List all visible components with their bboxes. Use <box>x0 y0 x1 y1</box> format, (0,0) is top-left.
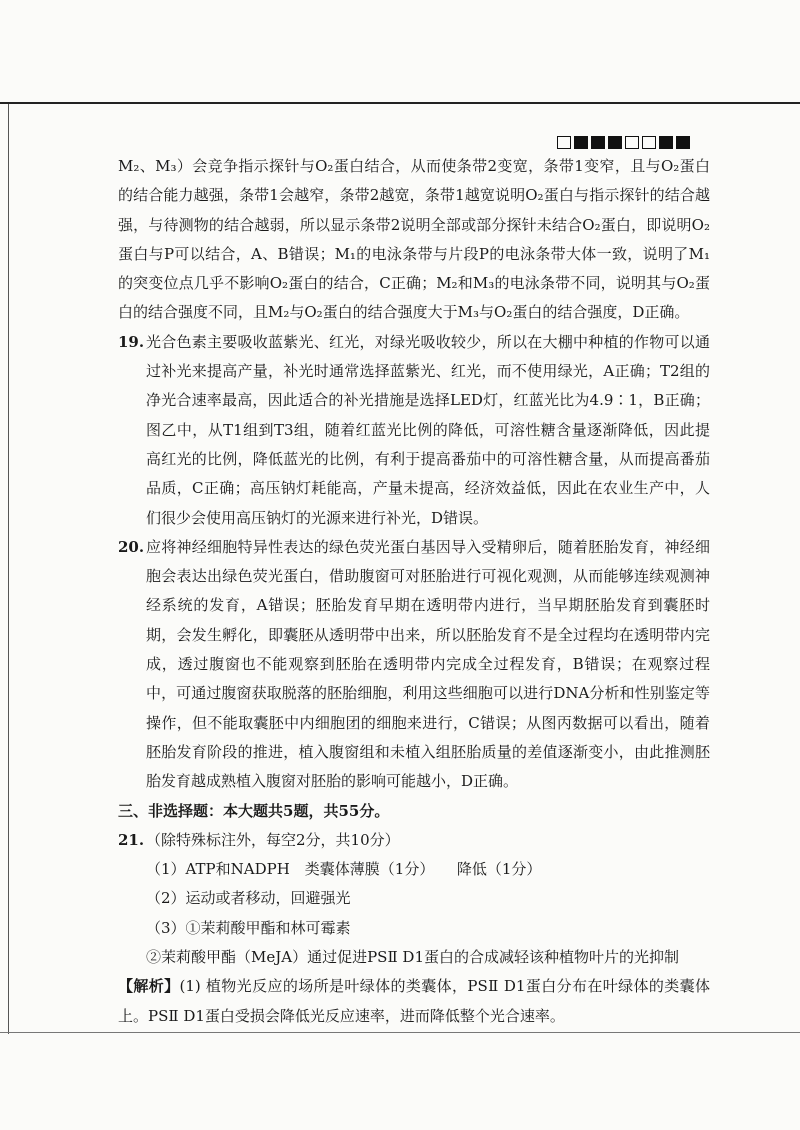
question-19-text: 光合色素主要吸收蓝紫光、红光，对绿光吸收较少，所以在大棚中种植的作物可以通过补光来提高产量，补光时通常选择蓝紫光、红光，而不使用绿光，A正确；T2组的净光合速率最高，因此适合的补光措施是选择LED灯，红蓝光比为4.9∶1，B正确；图乙中，从T1组到T3组，随着红蓝光比例的降低，可溶性糖含量逐渐降低，因此提高红光的比例，降低蓝光的比例，有利于提高番茄中的可溶性糖含量，从而提高番茄品质，C正确；高压钠灯耗能高，产量未提高，经济效益低，因此在农业生产中，人们很少会使用高压钠灯的光源来进行补光，D错误。 <box>146 332 710 527</box>
analysis <box>118 972 710 1031</box>
q18-continuation: M₂、M₃）会竞争指示探针与O₂蛋白结合，从而使条带2变宽，条带1变窄，且与O₂蛋白的结合能力越强，条带1会越窄，条带2越宽，条带1越宽说明O₂蛋白与指示探针的结合越强，与待测物的结合越弱，所以显示条带2说明全部或部分探针未结合O₂蛋白，即说明O₂蛋白与P可以结合，A、B错误；M₁的电泳条带与片段P的电泳条带大体一致，说明了M₁的突变位点几乎不影响O₂蛋白的结合，C正确；M₂和M₃的电泳条带不同，说明其与O₂蛋白的结合强度不同，且M₂与O₂蛋白的结合强度大于M₃与O₂蛋白的结合强度，D正确。 <box>118 157 710 322</box>
filled-square-icon <box>574 136 588 149</box>
question-number: 21. <box>118 830 145 849</box>
question-number: 20. <box>118 537 145 556</box>
bottom-rule <box>0 1032 800 1033</box>
filled-square-icon <box>676 136 690 149</box>
empty-square-icon <box>642 136 656 149</box>
question-21-intro: （除特殊标注外，每空2分，共10分） <box>146 830 400 849</box>
empty-square-icon <box>625 136 639 149</box>
answer-1: （1）ATP和NADPH 类囊体薄膜（1分） 降低（1分） <box>146 860 542 879</box>
answer-content <box>118 152 710 1031</box>
answer-4: ②茉莉酸甲酯（MeJA）通过促进PSⅡ D1蛋白的合成减轻该种植物叶片的光抑制 <box>146 948 679 967</box>
filled-square-icon <box>591 136 605 149</box>
question-20 <box>118 533 710 797</box>
analysis-text: (1) 植物光反应的场所是叶绿体的类囊体，PSⅡ D1蛋白分布在叶绿体的类囊体上。PSⅡ D1蛋白受损会降低光反应速率，进而降低整个光合速率。 <box>118 977 710 1025</box>
analysis-label: 【解析】 <box>118 977 180 996</box>
question-20-text: 应将神经细胞特异性表达的绿色荧光蛋白基因导入受精卵后，随着胚胎发育，神经细胞会表达出绿色荧光蛋白，借助腹窗可对胚胎进行可视化观测，从而能够连续观测神经系统的发育，A错误；胚胎发育早期在透明带内进行，当早期胚胎发育到囊胚时期，会发生孵化，即囊胚从透明带中出来，所以胚胎发育不是全过程均在透明带内完成，透过腹窗也不能观察到胚胎在透明带内完成全过程发育，B错误；在观察过程中，可通过腹窗获取脱落的胚胎细胞，利用这些细胞可以进行DNA分析和性别鉴定等操作，但不能取囊胚中内细胞团的细胞来进行，C错误；从图丙数据可以看出，随着胚胎发育阶段的推进，植入腹窗组和未植入组胚胎质量的差值逐渐变小，由此推测胚胎发育越成熟植入腹窗对胚胎的影响可能越小，D正确。 <box>146 537 710 791</box>
answer-3: （3）①茉莉酸甲酯和林可霉素 <box>146 918 351 937</box>
left-margin-rule <box>8 104 9 1034</box>
page-marker-squares <box>557 136 690 149</box>
top-rule <box>0 102 800 104</box>
filled-square-icon <box>659 136 673 149</box>
question-19 <box>118 328 710 533</box>
section-heading: 三、非选择题：本大题共5题，共55分。 <box>118 801 390 820</box>
filled-square-icon <box>608 136 622 149</box>
question-number: 19. <box>118 332 145 351</box>
answer-2: （2）运动或者移动，回避强光 <box>146 889 351 908</box>
empty-square-icon <box>557 136 571 149</box>
question-21 <box>118 826 710 855</box>
